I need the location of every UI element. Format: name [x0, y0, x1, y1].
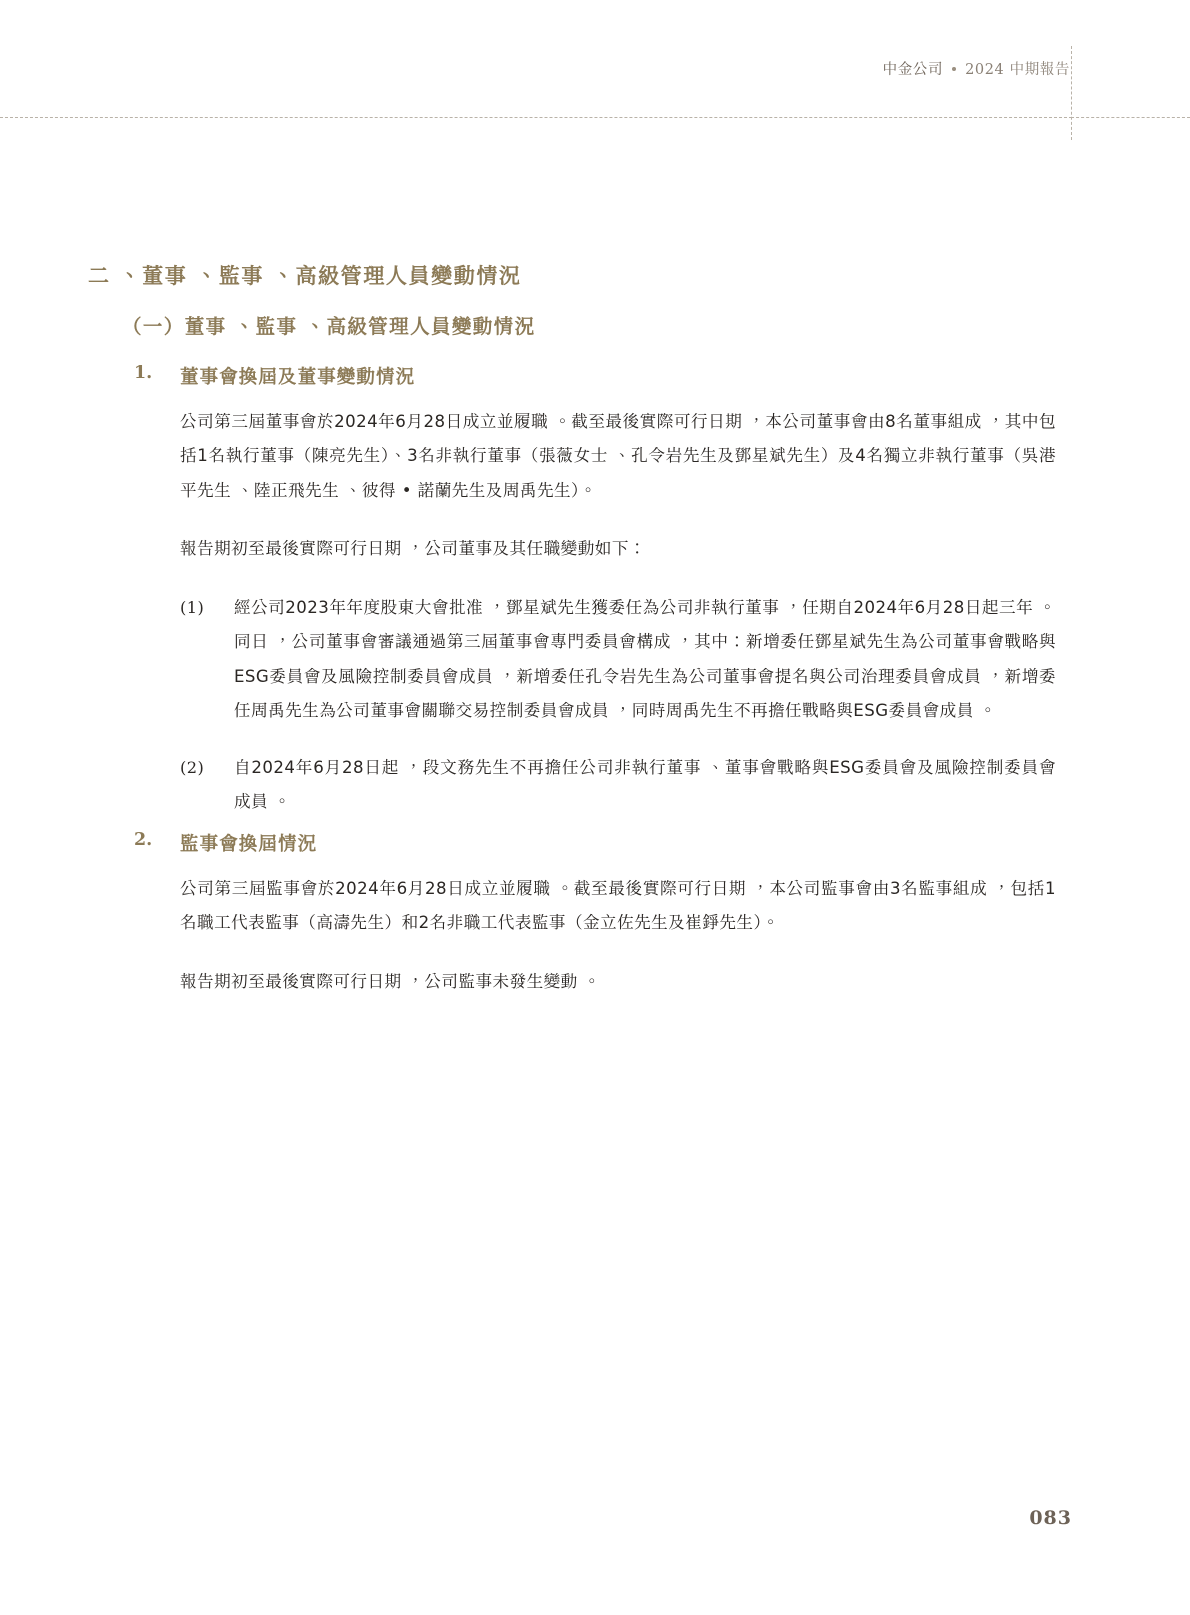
header-report-name: 2024 中期報告 [965, 62, 1070, 78]
spacer [88, 820, 1056, 830]
subsection-heading: （一）董事 、監事 、高級管理人員變動情況 [122, 315, 536, 339]
list-marker: (2) [180, 757, 205, 777]
list-item [134, 362, 1056, 820]
list-item [180, 591, 1056, 729]
list-item [134, 829, 1056, 1000]
list-item-text: 自2024年6月28日起 ，段文務先生不再擔任公司非執行董事 、董事會戰略與ESG委員會及風險控制委員會成員 。 [234, 757, 1056, 812]
list-marker: (1) [180, 597, 205, 617]
header-company-name: 中金公司 [882, 62, 944, 78]
crop-mark-horizontal [1071, 117, 1190, 118]
list-item [180, 751, 1056, 820]
page-content [88, 262, 1056, 999]
header-divider-rule [0, 117, 1072, 118]
paragraph: 公司第三屆監事會於2024年6月28日成立並履職 。截至最後實際可行日期 ，本公司監事會由3名監事組成 ，包括1名職工代表監事（高濤先生）和2名非職工代表監事（金立佐先生及崔錚先生）。 [180, 878, 1056, 933]
list-item-text: 經公司2023年年度股東大會批准 ，鄧星斌先生獲委任為公司非執行董事 ，任期自2024年6月28日起三年 。同日 ，公司董事會審議通過第三屆董事會專門委員會構成 ，其中：新增委任鄧星斌先生為公司董事會戰略與ESG委員會及風險控制委員會成員 ，新增委任孔令岩先生為公司董事會提名與公司治理委員會成員 ，新增委任周禹先生為公司董事會關聯交易控制委員會成員 ，同時周禹先生不再擔任戰略與ESG委員會成員 。 [234, 597, 1056, 721]
page-number: 083 [1029, 1507, 1072, 1529]
section-heading: 二 、董事 、監事 、高級管理人員變動情況 [88, 264, 522, 288]
running-header [883, 58, 1070, 79]
item-heading: 監事會換屆情況 [180, 833, 318, 855]
numbered-list [180, 591, 1056, 820]
paragraph: 報告期初至最後實際可行日期 ，公司監事未發生變動 。 [180, 971, 601, 991]
item-number: 1. [134, 362, 153, 383]
crop-mark-vertical [1071, 46, 1072, 140]
paragraph: 公司第三屆董事會於2024年6月28日成立並履職 。截至最後實際可行日期 ，本公司董事會由8名董事組成 ，其中包括1名執行董事（陳亮先生）、3名非執行董事（張薇女士 、孔令岩先生及鄧星斌先生）及4名獨立非執行董事（吳港平先生 、陸正飛先生 、彼得 • 諾蘭先生及周禹先生）。 [180, 411, 1056, 500]
item-heading: 董事會換屆及董事變動情況 [180, 366, 416, 388]
header-bullet-icon [952, 67, 956, 71]
item-number: 2. [134, 829, 153, 850]
paragraph: 報告期初至最後實際可行日期 ，公司董事及其任職變動如下： [180, 539, 646, 559]
